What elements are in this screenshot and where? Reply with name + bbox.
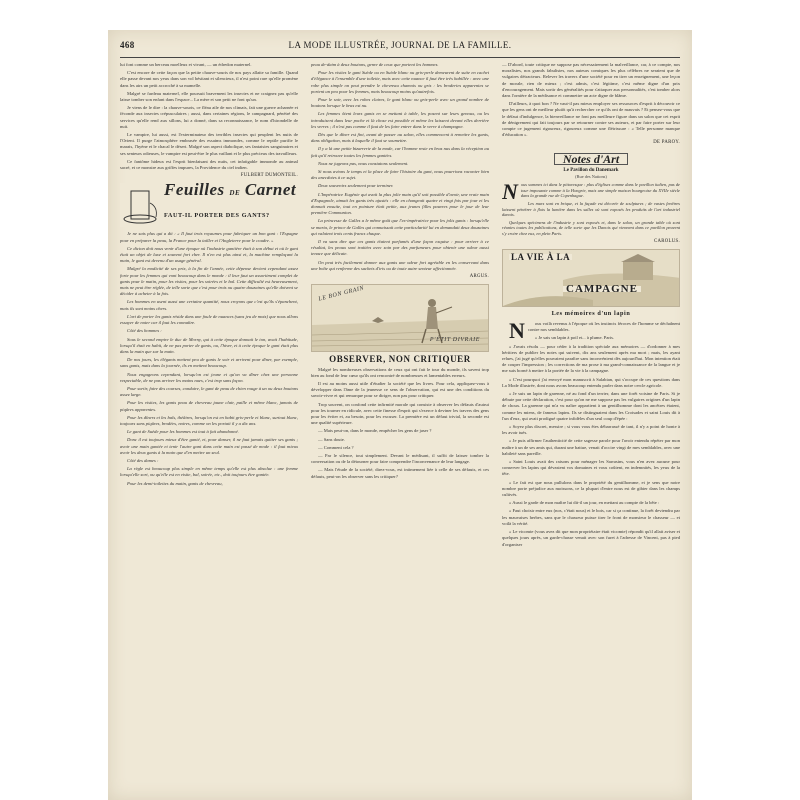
paragraph: Malgré se fardeau maternel, elle poursuit bravement les insectes et ne craignez pas qu'elle laisse tomber son enfant dans l'espace... La mère et son petit ne font qu'un. — [120, 90, 298, 103]
paragraph: « Le vicomte (vous avez dit que mon propriétaire était vicomte) répondit qu'il allait aviser et quelques jours après, un garde-chasse venait avec son furet à l'adresse de Vincent, pas à pied d'organiser — [502, 529, 680, 547]
paragraph: La princesse de Galles a le même goût que l'ex-impératrice pour les jolis gants : lorsqu'elle se maria, le prince de Galles qui connaissait cette particularité lui en demandait deux douzaines qui valaient trois cents francs chaque. — [311, 218, 489, 236]
paragraph: Pour sortir, faire des courses, conduire, le gant de peau de chien rouge à un ou deux boutons assez large. — [120, 385, 298, 398]
magazine-page — [108, 30, 692, 800]
feuilles-carnet-heading — [120, 183, 298, 227]
paragraph: Quelques spécimens de l'industrie y sont exposés et, dans le salon, un grande table où sont réunies toutes les publications, de telle sorte que les Danois qui viennent dans ce pavillon peuvent s'y croire chez eux, en plein Paris. — [502, 219, 680, 236]
paragraph: Les murs sont en brique, et la façade est décorée de sculptures ; de vastes fenêtres laissent pénétrer à flots la lumière dans les salles où sont exposés les produits de l'art industriel danois. — [502, 201, 680, 218]
section-title: OBSERVER, NON CRITIQUER — [329, 354, 471, 365]
paragraph: Le gant de Suède pour les hommes est tout à fait abandonné. — [127, 429, 239, 435]
paragraph: Ce fantôme hideux est l'esprit bienfaisant des nuits, cet infatigable immonde au animal sacré, et ce monstre aux griffes impures, la Providence du ciel indien. — [120, 158, 298, 171]
paragraph: L'Impératrice Eugénie qui avait la plus jolie main qu'il soit possible d'avoir, une vraie main d'Espagnole, aimait les gants très ajustés : elle en changeait quatre et vingt fois par jour et les donnait ensuite, tout en pointure était petite, aux jeunes filles pauvres pour le jour de leur première Communion. — [311, 191, 489, 216]
paragraph: Il est au moins aussi utile d'étudier la société que les livres. Pour cela, appliquez-vous à développer dans l'âme de la jeunesse ce sens de l'observation, qui est une des conditions du savoir-vivre et qui remarque pour se diriger, non pas pour critiquer. — [311, 380, 489, 399]
paragraph: Si nous avions le temps et la place de faire l'histoire du gant, nous pourrions raconter bien des anecdotes à ce sujet. — [311, 169, 489, 181]
paragraph: Pour le soir, avec les robes claires, le gant blanc ou gris-perle avec un grand nombre de boutons lorsque le bras est nu. — [311, 97, 489, 109]
vie-title-line2: CAMPAGNE — [563, 286, 641, 292]
drop-cap: N — [502, 179, 518, 205]
notes-art-heading — [502, 151, 680, 168]
paragraph: La règle est beaucoup plus simple en même temps qu'elle est plus absolue : une femme lorsqu'elle sort, ou qu'elle est en visite, bal, soirée, etc., doit toujours être gantée. — [120, 466, 298, 478]
paragraph: — Mais peut-on, dans le monde, empêcher les gens de jaser ? — [318, 428, 432, 434]
paragraph: De nos jours, les élégants mettent peu de gants le soir et arrivent pour dîner, par exemple, sans gants, mais dans la journée, ils en mettent beaucoup. — [120, 357, 298, 369]
paragraph: « Faut choisir entre eux (nos, c'était nous) et le bois, car si ça continue, la forêt deviendra par les mauvaises herbes, sans que le chasseur puisse tirer le front de monsieur le chasseur — et voilà la vérité. — [502, 508, 680, 526]
paragraph: Pour les demi-toilettes du matin, gants de chevreau, — [127, 480, 223, 486]
journal-title: LA MODE ILLUSTRÉE, JOURNAL DE LA FAMILLE. — [288, 40, 512, 50]
paragraph: « Soyez plus discret, messire ; si vous vous êtes débarrassé de tant, il n'y a point de honte à les avoir tués. — [502, 424, 680, 436]
paragraph: Malgré la modicité de ses prix, à la fin de l'année, cette dépense devient cependant assez forte pour les femmes qui vont beaucoup dans le monde : il leur faut un assortiment complet de gants pour le matin, pour les visites, pour les soirées et le bal. Cette difficulté est heureusement, mais ne peut être réglée, de telle sorte que c'est pour trois ou quatre douzaines qu'elle doivent se décider à acheter à la fois. — [120, 266, 298, 297]
paragraph: « Aussi le garde de mon maître lui dit-il un jour, en mettant au compte de la bête : — [509, 500, 660, 506]
paragraph-text: ous sommes ici dans le pittoresque : plus d'églises comme dans le pavillon italien, pas de tour imposante comme à la Hongrie, mais une simple maison bourgeoise du XVIIe siècle dans la grande rue de Copenhague. — [520, 182, 680, 199]
paragraph: Ce dicton doit nous venir d'une époque où l'industrie gantière était à son début et où le gant était un objet de luxe et souvent fort cher. Il n'en est plus ainsi et, la machine remplaçant la main, le gant est devenu d'un usage général. — [120, 245, 298, 264]
article-subtitle: Les mémoires d'un lapin — [551, 309, 631, 317]
page-number: 468 — [120, 40, 135, 50]
paragraph: « Le fait est que nous pullulons dans le propriété du gentilhomme, et je sens que notre nombre porte préjudice aux moissons, ce la plupart d'entre nous est de gibier dans les champs cultivés. — [502, 479, 680, 498]
heading-word: DE — [229, 189, 241, 198]
paragraph: « Je sais un lapin à poil et... à plume. Paris. — [534, 335, 615, 341]
paragraph: Côté des dames : — [127, 457, 159, 463]
author-signature: ARGUS. — [469, 274, 489, 280]
paragraph: Pour les visites, les gants peau de chevreau jaune clair, paille et même blanc, jamais de piqûres apparentes. — [120, 400, 298, 412]
paragraph: — Par le silence, tout simplement. Devant le médisant, il suffit de laisser tomber la conversation ou de la détourner pour faire comprendre l'inconvenance de leur langage. — [311, 452, 489, 465]
header-rule — [120, 57, 680, 58]
illustration-caption: P'ÉTIT DIVRAIE — [429, 337, 480, 344]
notes-place: (Rue des Nations) — [575, 174, 607, 180]
column-right — [502, 62, 680, 792]
paragraph: — Mais l'étude de la société, direz-vous, est intimement liée à celle de ses défauts, et ces défauts, peut-on les observer sans les critiquer? — [311, 467, 489, 479]
paragraph: Il y a là une petite bizarrerie de la mode, car l'homme reste en bras nus dans la réception au fait qu'il retrouve toutes les femmes gantées. — [311, 146, 489, 158]
column-left — [120, 62, 298, 792]
paragraph: — D'abord, toute critique ne suppose pas nécessairement la malveillance, car, à ce compte, nos moralistes, nos grands fabulistes, nos auteurs comiques les plus célèbres ne seraient que de vulgaires détracteurs. Relever les travers d'une société pour en tirer un enseignement, une leçon de morale, rien de mieux ; c'est admis, c'est légitime, c'est même digne d'un prix d'encouragement. Mais sortir des généralités pour s'attaquer aux personnalités, c'est tomber alors dans l'ornière de la médisance et commettre un acte digne de blâme. — [502, 62, 680, 99]
notes-art-title: Notes d'Art — [554, 153, 628, 165]
illustration-caption: LE BON GRAIN — [317, 285, 365, 303]
paragraph: Il va sans dire que ces gants étaient parfumés d'une façon exquise : pour arriver à ce résultat, les peaux sont traitées avec soin par des parfumeurs pour obtenir une odeur aussi tenace que délicate. — [311, 239, 489, 257]
paragraph: Nous engageons cependant, lorsqu'on est jeune et qu'on va dîner chez une personne respectable, de ne pas arriver les mains nues, c'est trop sans façon. — [120, 371, 298, 383]
notes-subtitle: Le Pavillon du Danemark — [563, 167, 619, 173]
vie-campagne-illustration — [502, 249, 680, 307]
paragraph: D'ailleurs, à quoi bon ? Ne vaut-il pas mieux employer ses ressources d'esprit à découvrir ce que les gens ont de meilleur plutôt qu'à rechercher ce qu'ils ont de mauvais ? Et pensez-vous que le défaut d'indulgence, la bienveillance ne font pas meilleure figure dans un salon que cet esprit de dénigrement qui fait toujours par se retourner contre ses auteurs, et par faire porter sur leur compte ce jugement rigoureux, rigoureux comme une flétrissure : « Telle personne manque d'éducation ». — [502, 101, 680, 138]
paragraph: — Comment cela ? — [318, 444, 354, 450]
paragraph: Nous ne jugeons pas, nous constatons seulement. — [318, 160, 409, 166]
paragraph: — Sans doute. — [318, 436, 345, 442]
author-signature: DE PAROY. — [653, 140, 680, 146]
paragraph-text: ous voilà revenus à l'époque où les instincts féroces de l'homme se déchaînent contre nos semblables. — [527, 321, 680, 333]
paragraph: Dès que le dîner est fini, avant de passer au salon, elles commencent à remettre les gants, dans obligation, mais à laquelle il faut se soumettre. — [311, 132, 489, 144]
paragraph: L'art de porter les gants réside dans une foule de nuances (sans jeu de mots) que nous allons essayer de noter car il faut les connaître. — [120, 313, 298, 326]
drop-cap: N — [509, 318, 525, 343]
paragraph: Les hommes en usent aussi une certaine quantité, nous croyons que c'est qu'ils s'épanchent, mais ils sont moins chers. — [120, 299, 298, 311]
heading-word: Carnet — [244, 183, 297, 200]
top-hat-icon — [120, 183, 164, 227]
author-signature: FULBERT DUMONTEIL. — [240, 173, 298, 179]
paragraph — [502, 179, 680, 205]
paragraph: « C'est pourquoi j'ai envoyé mon manuscrit à Salabian, qui s'occupe de ces questions dans La Mode illustrée, dont nous avons beaucoup entendu parler dans notre cercle agricole. — [502, 376, 680, 388]
sower-illustration — [311, 284, 489, 352]
vie-title-line1: LA VIE À LA — [511, 251, 571, 262]
paragraph: Sous le second empire le duc de Morny, qui à cette époque donnait le ton, avait l'habitude, lorsqu'il était en habit, de ne pas porter de gants, ou, l'hiver, et à cette époque le gant était plus dans la main que sur la main. — [120, 336, 298, 354]
paragraph: peau de-daim à deux boutons, genre de ceux que portent les hommes. — [311, 62, 439, 67]
paragraph: Côté des hommes : — [127, 328, 162, 334]
paragraph: Donc il est toujours mieux d'être ganté, et, pour danser, il ne faut jamais quitter ses gants ; avoir une main gantée et tenir l'autre gant dans cette main est passé de mode : il faut mieux avoir les deux gants à la main que d'en mettre un seul. — [120, 437, 298, 455]
paragraph: Je ne sais plus qui a dit : « Il faut trois royaumes pour fabriquer un bon gant : l'Espagne pour en préparer la peau, la France pour la tailler et l'Angleterre pour le coudre. » — [120, 231, 298, 243]
paragraph: On peut très facilement donner aux gants une odeur fort agréable en les conservant dans une boîte qui renferme des sachets d'iris ou de toute autre senteur affectionnée. — [311, 259, 489, 271]
author-signature: CAROLUS. — [654, 238, 680, 244]
paragraph: lui font comme un berceau moelleux et vivant, — un édredon maternel. — [120, 62, 252, 67]
paragraph: Je viens de le dire : la chauve-souris, ce fléau aile de nos climats, fait une guerre acharnée et féconde aux insectes crépusculaires ; aussi, dans certaines régions, le campagnard, pénétré des services qu'elle rend aux sillons, lui a donné, dans sa reconnaissance, le nom d'hirondelle de nuit. — [120, 105, 298, 129]
paragraph: Pour les dîners et les bals, théâtres, lorsqu'on est en habit gris-perle et blanc, surtout blanc, toujours sans piqûres, brodées, noires, comme on les portait il y a dix ans. — [120, 414, 298, 426]
running-header — [120, 40, 680, 54]
section-question: FAUT-IL PORTER DES GANTS? — [164, 212, 270, 220]
paragraph: Deux souvenirs seulement pour terminer. — [318, 183, 394, 189]
paragraph: « Je suis un lapin de garenne, né au fond d'un terrier, dans une forêt voisine de Paris. Si je débute par cette déclaration, c'est pour qu'on ne me suppose pas les vulgaires origines d'un lapin de choux. La garenne qui m'a vu naître appartient à un gentilhomme dont les ancêtres étaient, comme les miens, de fameux lapins. Ils se distinguaient dans les Croisades et saint Louis dit à l'un d'eux, qui avait prodigué quatre infidèles d'un seul coup d'épée : — [502, 391, 680, 421]
heading-word: Feuilles — [164, 183, 225, 200]
paragraph: « J'avais résolu — pour céder à la tradition spéciale aux mémoires — d'ordonner à mes héritiers de publier les notes qui suivent, dix ans seulement après ma mort ; mais, les ayant relues, j'ai jugé qu'elles pouvaient paraître sans inconvénient dès aujourd'hui. Mon intention était de couper l'impression ; les corrections de ma prose à ma grand-connaissance de la langue et je me suis borné à mettre à la portée de la vie à la campagne. — [502, 343, 680, 374]
paragraph: C'est encore de cette façon que la petite chauve-souris de nos pays allaite sa famille. Quand elle passe devant nos yeux dans son vol bésitant et silencieux, il n'est point rare qu'elle promène dans les airs un petit accroché à sa mamelle. — [120, 70, 298, 88]
paragraph: « Saint Louis avait des raisons pour ménager les Sarrasins, vous n'en avez aucune pour conserver les lapins qui dévastent vos domaines et vous coûtent, en indemnités, les yeux de la tête. — [502, 459, 680, 477]
paragraph: « Je puis affirmer l'authenticité de cette sagesse parole pour l'avoir entendu répéter par mon maître à un de ses amis qui, durant une battue, venait d'occire vingt de mes semblables, avec une habileté sans pareille. — [502, 438, 680, 456]
paragraph: Malgré les nombreuses observations de ceux qui ont fait le tour du monde, ils savent trop bien au fond de leur cœur qu'ils ont rencontré de nombreuses et lamentables erreurs. — [311, 366, 489, 378]
paragraph: Pour les visites le gant Suède ou en Suède blanc ou gris-perle demeurent de suite en cachet d'élégance à l'ensemble d'une toilette, mais avec cette nuance il faut être très habillée : avec une robe plus simple on peut prendre le chevreau chamois ou gris : les broderies apparentes se portent un peu pour les femmes, mais beaucoup moins qu'autrefois. — [311, 70, 489, 94]
paragraph: Le vampire, lui aussi, est l'exterminateur des terribles insectes qui peuplent les nuits de l'Orient. Il purge l'atmosphère embrasée des essaims immondes, comme le reptile purifie le marais, l'hyène et le chacal le désert. Malgré son aspect diabolique, ses fantaisies sanguinaires et ses senteurs odieuses, le vampire est peut-être le plus vaillant et le plus précieux des travailleurs. — [120, 132, 298, 156]
column-middle — [311, 62, 489, 792]
paragraph: Trop souvent, on confond cette infirmité morale qui consiste à observer les défauts d'autrui pour les tourner en ridicule, avec cette finesse d'esprit qui s'exerce à deviner les travers des gens pour les éviter et, au besoin, pour les excuser. La première est un défaut trivial, la seconde est une qualité supérieure. — [311, 401, 489, 426]
paragraph: Les femmes ôtent leurs gants en se mettant à table, les posent sur leurs genoux, ou les introduisent dans leur poche et là chose est possible et même les laissent devant elles derrière les verres ; il n'est pas comme il faut de les faire entrer dans le verre à champagne. — [311, 111, 489, 129]
